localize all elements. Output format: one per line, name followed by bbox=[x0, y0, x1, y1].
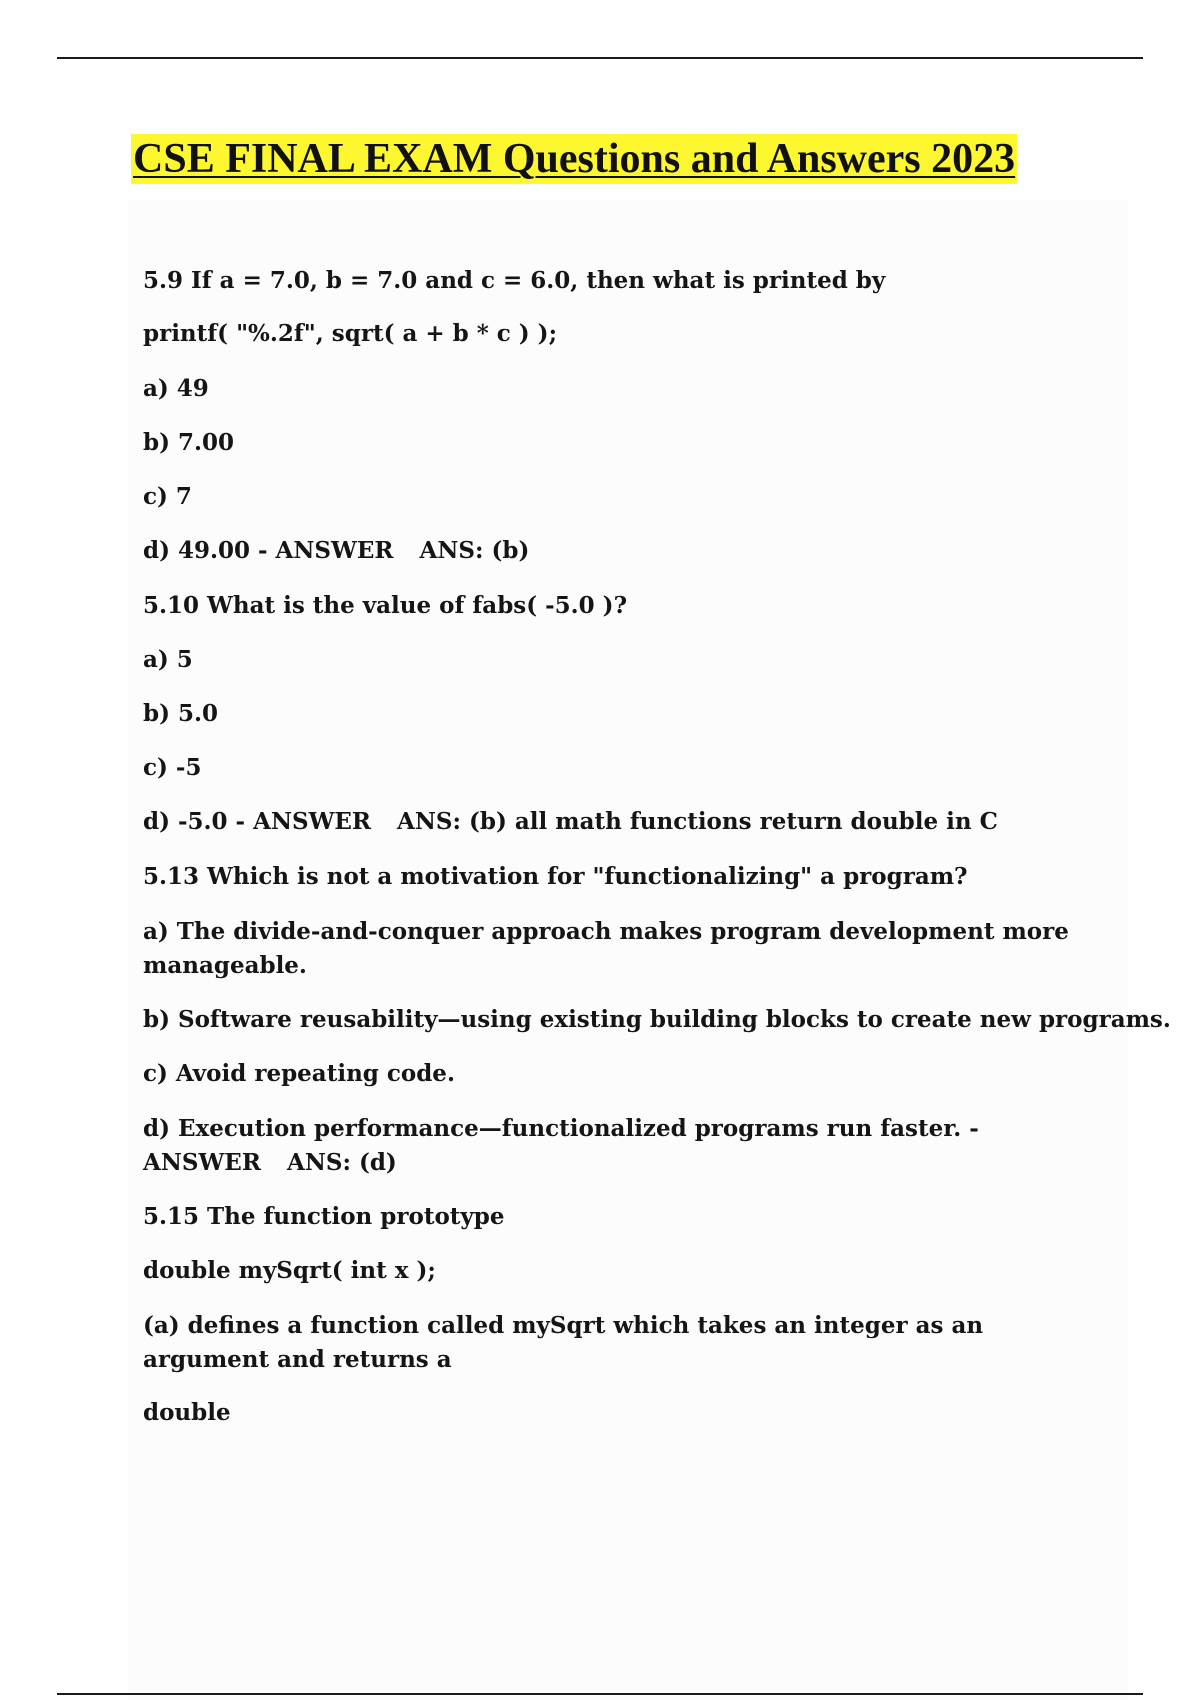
question-5-13-option-a: a) The divide-and-conquer approach makes program development more manageable. bbox=[143, 918, 1069, 979]
question-5-9-code: printf( "%.2f", sqrt( a + b * c ) ); bbox=[143, 320, 558, 347]
question-5-13-option-d-text: d) Execution performance—functionalized programs run faster. - ANSWER bbox=[143, 1115, 979, 1176]
question-5-10-option-b: b) 5.0 bbox=[143, 700, 218, 727]
header-rule bbox=[57, 57, 1143, 59]
question-5-9-answer: ANS: (b) bbox=[419, 537, 530, 564]
question-5-15-stem: 5.15 The function prototype bbox=[143, 1203, 505, 1230]
question-5-9-option-c: c) 7 bbox=[143, 483, 192, 510]
question-5-13-stem: 5.13 Which is not a motivation for "functionalizing" a program? bbox=[143, 863, 968, 890]
question-5-9-stem: 5.9 If a = 7.0, b = 7.0 and c = 6.0, then what is printed by bbox=[143, 267, 886, 294]
question-5-15-option-a: (a) defines a function called mySqrt which takes an integer as an argument and returns a bbox=[143, 1312, 984, 1373]
question-5-9-option-d-text: d) 49.00 - ANSWER bbox=[143, 537, 394, 564]
footer-rule bbox=[57, 1693, 1143, 1695]
question-5-15-code: double mySqrt( int x ); bbox=[143, 1257, 436, 1284]
question-5-10-option-d-text: d) -5.0 - ANSWER bbox=[143, 808, 372, 835]
question-5-10-option-a: a) 5 bbox=[143, 646, 193, 673]
question-5-13-answer: ANS: (d) bbox=[286, 1149, 397, 1176]
question-5-10-stem: 5.10 What is the value of fabs( -5.0 )? bbox=[143, 592, 628, 619]
question-5-10-option-d bbox=[143, 805, 998, 839]
question-5-9-option-b: b) 7.00 bbox=[143, 429, 234, 456]
question-5-9-option-a: a) 49 bbox=[143, 375, 209, 402]
question-5-15-option-a-continued: double bbox=[143, 1399, 231, 1426]
question-5-9-option-d bbox=[143, 534, 529, 568]
question-5-13-option-b: b) Software reusability—using existing building blocks to create new programs. bbox=[143, 1006, 1171, 1033]
question-5-13-option-c: c) Avoid repeating code. bbox=[143, 1060, 455, 1087]
question-5-10-option-c: c) -5 bbox=[143, 754, 202, 781]
question-5-13-option-d bbox=[143, 1112, 1083, 1180]
question-5-10-answer: ANS: (b) all math functions return double in C bbox=[397, 808, 998, 835]
document-title: CSE FINAL EXAM Questions and Answers 2023 bbox=[133, 136, 1016, 182]
